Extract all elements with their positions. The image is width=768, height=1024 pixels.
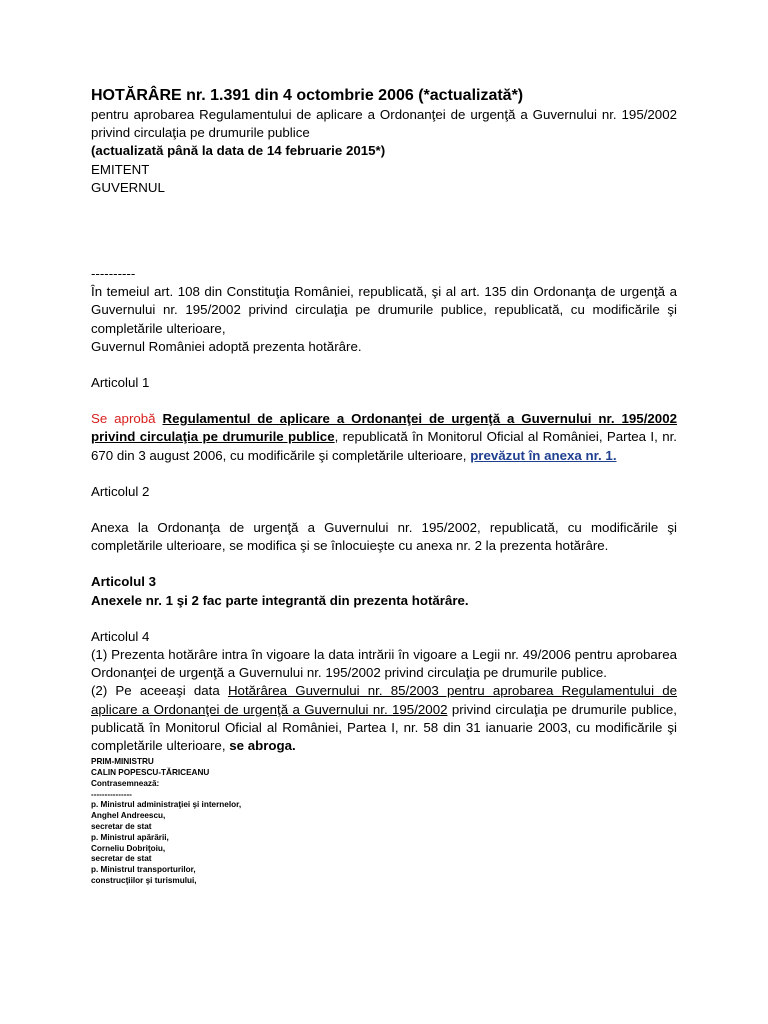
legal-basis: În temeiul art. 108 din Constituţia României, republicată, şi al art. 135 din Ordonanţa de urgenţă a Guvernului nr. 195/2002 privind circulaţia pe drumurile publice, republicată, cu modificările şi completările ulterioare, bbox=[91, 284, 677, 336]
article-4-paragraph-1: (1) Prezenta hotărâre intra în vigoare la data intrării în vigoare a Legii nr. 49/2006 pentru aprobarea Ordonanţei de urgenţă a Guvernului nr. 195/2002 privind circulaţia pe drumurile publice. bbox=[91, 647, 677, 681]
signature-line: p. Ministrul apărării, bbox=[91, 832, 169, 842]
signature-line: p. Ministrul transporturilor, bbox=[91, 865, 196, 875]
regulation-link[interactable]: Regulamentul de aplicare a Ordonanţei de urgenţă a Guvernului nr. 195/2002 privind circulaţia pe drumurile publice bbox=[91, 411, 677, 445]
signature-line: CALIN POPESCU-TĂRICEANU bbox=[91, 768, 210, 778]
signature-line: PRIM-MINISTRU bbox=[91, 757, 154, 767]
article-4-paragraph-2: (2) Pe aceeaşi data Hotărârea Guvernului nr. 85/2003 pentru aprobarea Regulamentului de aplicare a Ordonanţei de urgenţă a Guvernului nr. 195/2002 privind circulaţia pe drumurile publice, publicată în Monitorul Oficial al României, Partea I, nr. 58 din 31 ianuarie 2003, cu modificările şi completările ulterioare, se abroga. bbox=[91, 683, 677, 754]
hg-85-2003-link[interactable]: Hotărârea Guvernului nr. 85/2003 pentru aprobarea Regulamentului de aplicare a Ordonanţei de urgenţă a Guvernului nr. 195/2002 bbox=[91, 683, 677, 717]
article-1-heading: Articolul 1 bbox=[91, 375, 150, 391]
signature-line: p. Ministrul administraţiei şi internelor, bbox=[91, 800, 242, 810]
article-1-text: Se aprobă Regulamentul de aplicare a Ordonanţei de urgenţă a Guvernului nr. 195/2002 privind circulaţia pe drumurile publice, republicată în Monitorul Oficial al României, Partea I, nr. 670 din 3 august 2006, cu modificările şi completările ulterioare, prevăzut în anexa nr. 1. bbox=[91, 411, 677, 463]
article-3-text: Anexele nr. 1 şi 2 fac parte integrantă din prezenta hotărâre. bbox=[91, 592, 469, 608]
emitent-name: GUVERNUL bbox=[91, 179, 165, 195]
document-subtitle: pentru aprobarea Regulamentului de aplicare a Ordonanţei de urgenţă a Guvernului nr. 195/2002 privind circulaţia pe drumurile publice bbox=[91, 107, 677, 141]
signature-line: --------------- bbox=[91, 789, 132, 799]
signature-line: secretar de stat bbox=[91, 854, 152, 864]
signature-line: Corneliu Dobriţoiu, bbox=[91, 843, 166, 853]
separator: ---------- bbox=[91, 266, 136, 282]
article-3-heading: Articolul 3 bbox=[91, 574, 157, 590]
signature-line: Contrasemnează: bbox=[91, 778, 160, 788]
signature-line: secretar de stat bbox=[91, 822, 152, 832]
signature-line: Anghel Andreescu, bbox=[91, 811, 166, 821]
annex-1-link[interactable]: prevăzut în anexa nr. 1. bbox=[470, 447, 617, 463]
signature-line: construcţiilor şi turismului, bbox=[91, 876, 197, 886]
article-2-heading: Articolul 2 bbox=[91, 483, 150, 499]
update-note: (actualizată până la data de 14 februarie 2015*) bbox=[91, 143, 386, 159]
document-page bbox=[91, 86, 677, 887]
signature-block bbox=[91, 757, 677, 887]
adoption-statement: Guvernul României adoptă prezenta hotărâre. bbox=[91, 338, 362, 354]
article-2-text: Anexa la Ordonanţa de urgenţă a Guvernului nr. 195/2002, republicată, cu modificările şi completările ulterioare, se modifica şi se înlocuieşte cu anexa nr. 2 la prezenta hotărâre. bbox=[91, 520, 677, 554]
article-4-heading: Articolul 4 bbox=[91, 628, 150, 644]
approval-lead: Se aprobă bbox=[91, 411, 156, 427]
emitent-label: EMITENT bbox=[91, 161, 150, 177]
document-title: HOTĂRÂRE nr. 1.391 din 4 octombrie 2006 (*actualizată*) bbox=[91, 87, 524, 104]
